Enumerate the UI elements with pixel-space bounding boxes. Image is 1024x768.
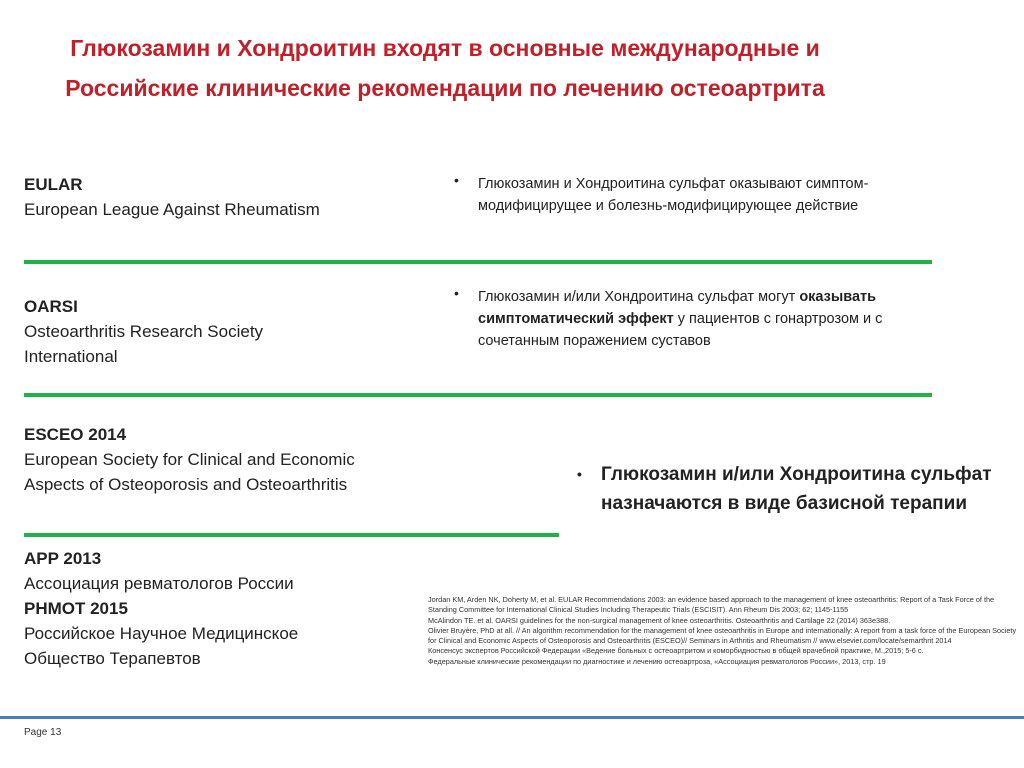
reference: Консенсус экспертов Российской Федерации «Ведение больных с остеоартритом и коморбидностью в общей врачебной практике, М.,2015; 5-6 с.	[428, 646, 924, 656]
divider	[24, 533, 559, 537]
org-russian	[24, 546, 354, 671]
reference: Olivier Bruyère, PhD at all. // An algorithm recommendation for the management of knee osteoarthritis in Europe and internationally: A report from a task force of the European Society for Clinical and Economic Aspects of Osteoporosis and Osteoarthritis (ESCEO)// Seminars in Arthritis and Rheumatism // www.elsevier.com/locate/semarthrit 2014	[428, 625, 1017, 646]
divider	[24, 393, 932, 397]
statement-3	[577, 460, 1001, 518]
bullet-icon: •	[454, 172, 459, 188]
statement-text: Глюкозамин и/или Хондроитина сульфат могут	[478, 289, 800, 305]
statement-text: у пациентов с гонартрозом и с сочетанным поражением суставов	[478, 311, 883, 349]
org-name: OARSI	[24, 297, 78, 316]
divider	[24, 260, 932, 264]
bullet-icon: •	[577, 466, 582, 482]
org-eular	[24, 172, 424, 222]
reference: Jordan KM, Arden NK, Doherty M, et al. EULAR Recommendations 2003: an evidence based approach to the management of knee osteoarthritis: Report of a Task Force of the Standing Committee for International Clinical Studies Including Therapeutic Trials (ESCISIT). Ann Rheum Dis 2003; 62; 1145-1155	[428, 595, 995, 615]
org-oarsi	[24, 294, 324, 369]
statement-text: Глюкозамин и/или Хондроитина сульфат назначаются в виде базисной терапии	[601, 464, 992, 514]
org-esceo	[24, 422, 374, 497]
bullet-icon: •	[454, 285, 459, 301]
org-desc: European Society for Clinical and Economic Aspects of Osteoporosis and Osteoarthritis	[24, 450, 355, 494]
footer-line	[0, 716, 1024, 719]
org-name: ESCEO 2014	[24, 425, 127, 444]
org-name: EULAR	[24, 175, 83, 194]
statement-text: Глюкозамин и Хондроитина сульфат оказывают симптом-модифицирущее и болезнь-модифицирующее действие	[478, 176, 869, 214]
org-name: PHMOT 2015	[24, 599, 128, 618]
reference: Федеральные клинические рекомендации по диагностике и лечению остеоартроза, «Ассоциация ревматологов России», 2013, стр. 19	[428, 656, 886, 666]
org-desc: Osteoarthritis Research Society International	[24, 322, 264, 366]
org-desc: Российское Научное Медицинское Общество Терапевтов	[24, 624, 299, 668]
statement-1	[454, 172, 938, 217]
slide-title: Глюкозамин и Хондроитин входят в основные международные и Российские клинические рекомендации по лечению остеоартрита	[65, 35, 825, 101]
references	[428, 595, 1018, 667]
org-desc: European League Against Rheumatism	[24, 200, 320, 219]
statement-2	[454, 285, 938, 352]
org-desc: Ассоциация ревматологов России	[24, 574, 294, 593]
page-number: Page 13	[24, 727, 62, 738]
reference: McAlindon TE. et al. OARSI guidelines for the non-surgical management of knee osteoarthritis. Osteoarthritis and Cartilage 22 (2014) 363e388.	[428, 615, 891, 625]
org-name: APP 2013	[24, 549, 102, 568]
statement-bold: оказывать симптоматический эффект	[478, 289, 877, 327]
